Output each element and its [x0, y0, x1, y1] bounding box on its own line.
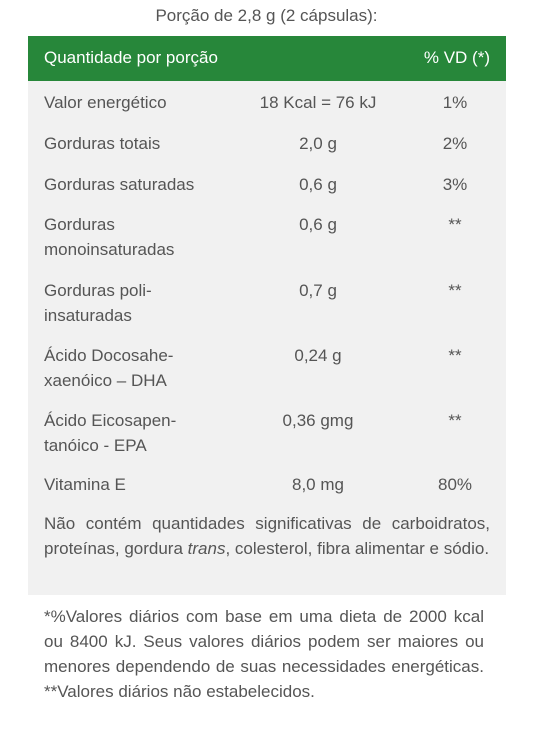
nutrition-table [28, 36, 506, 595]
nutrient-dv: 2% [442, 134, 468, 153]
daily-values-footnote: *%Valores diários com base em uma dieta de 2000 kcal ou 8400 kJ. Seus valores diários podem ser maiores ou menores dependendo de suas necessidades energéticas. **Valores diários não estabelecidos. [44, 607, 484, 701]
nutrient-name: Gorduras saturadas [44, 175, 195, 194]
nutrient-dv: ** [448, 411, 462, 430]
nutrient-name: Vitamina E [44, 475, 126, 494]
nutrient-name: Ácido Docosahe-xaenóico – DHA [44, 346, 174, 390]
serving-size: Porção de 2,8 g (2 cápsulas): [155, 6, 378, 25]
nutrient-amount: 18 Kcal = 76 kJ [259, 93, 377, 112]
nutrient-name: Gorduras poli-insaturadas [44, 281, 152, 325]
nutrient-name: Gorduras monoinsaturadas [44, 215, 175, 259]
nutrient-dv: 1% [442, 93, 468, 112]
header-dv-label: % VD (*) [423, 48, 490, 67]
nutrient-amount: 0,6 g [299, 215, 337, 234]
nutrient-name: Gorduras totais [44, 134, 161, 153]
nutrient-dv: ** [448, 346, 462, 365]
header-quantity-label: Quantidade por porção [44, 48, 218, 67]
nutrient-dv: ** [448, 215, 462, 234]
table-header [28, 36, 506, 81]
nutrient-name: Valor energético [44, 93, 167, 112]
nutrient-amount: 8,0 mg [292, 475, 344, 494]
note-text-end: , colesterol, fibra alimentar e sódio. [225, 539, 490, 558]
nutrient-dv: 80% [437, 475, 473, 494]
nutrient-name: Ácido Eicosapen-tanóico - EPA [44, 411, 177, 455]
nutrient-amount: 0,24 g [294, 346, 342, 365]
nutrient-dv: ** [448, 281, 462, 300]
not-significant-note [44, 511, 490, 561]
nutrient-amount: 0,6 g [299, 175, 337, 194]
nutrient-amount: 2,0 g [299, 134, 337, 153]
nutrient-amount: 0,36 gmg [282, 411, 354, 430]
nutrient-amount: 0,7 g [299, 281, 337, 300]
note-italic-text: trans [187, 539, 226, 558]
note-text: Não contém quantidades significativas de carboidratos, proteínas, gordura [44, 514, 490, 558]
nutrient-dv: 3% [442, 175, 468, 194]
